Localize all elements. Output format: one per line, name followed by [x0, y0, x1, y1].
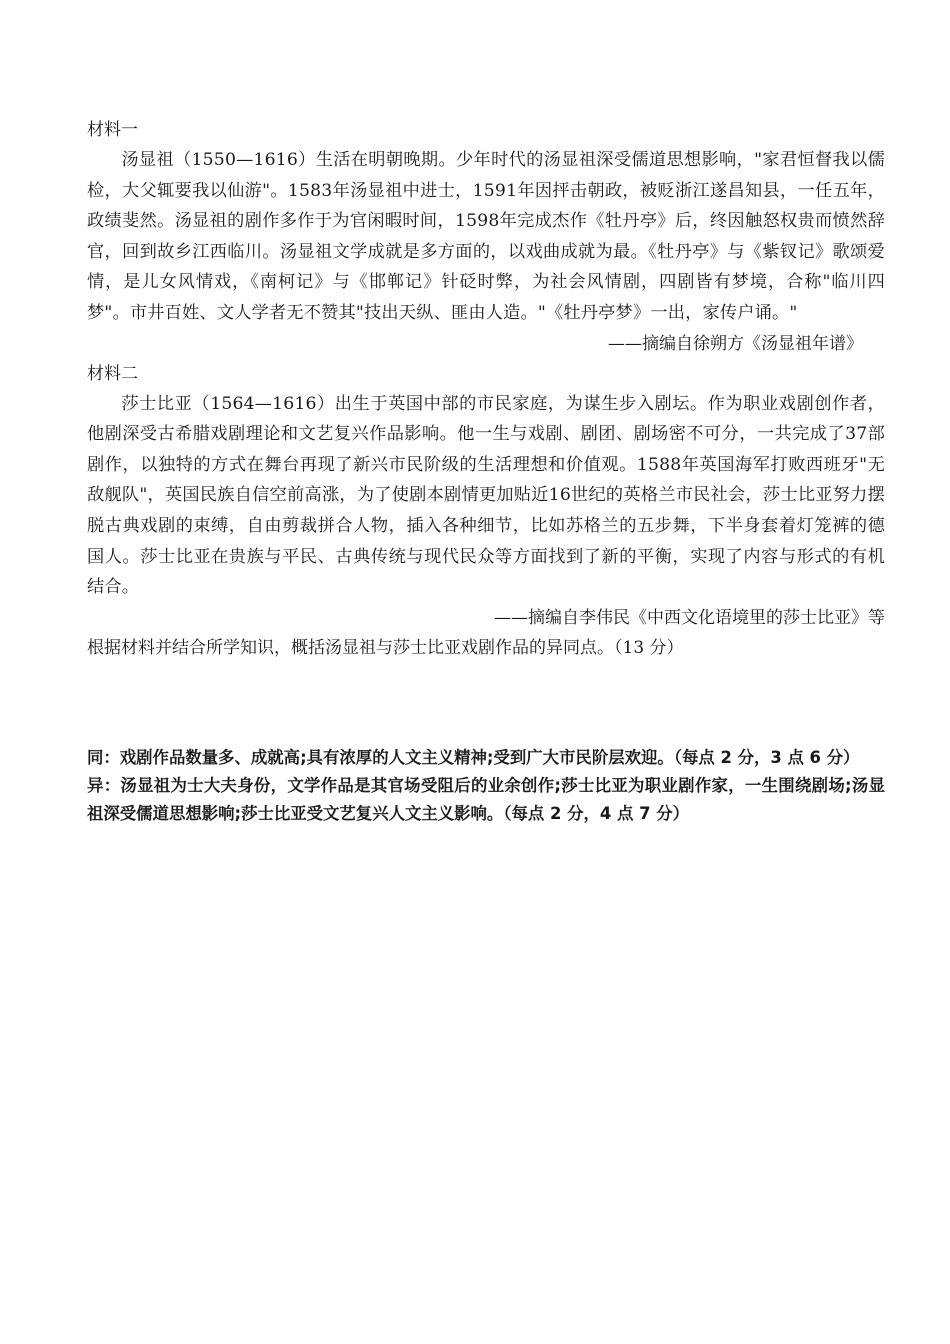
material-two-source: ——摘编自李伟民《中西文化语境里的莎士比亚》等	[494, 607, 885, 628]
question-section	[87, 115, 885, 663]
answer-section	[87, 744, 885, 828]
answer-similarities: 同：戏剧作品数量多、成就高;具有浓厚的人文主义精神;受到广大市民阶层欢迎。（每点 2 分，3 点 6 分）	[87, 748, 860, 767]
material-one-label: 材料一	[87, 120, 138, 140]
answer-differences: 异：汤显祖为士大夫身份，文学作品是其官场受阻后的业余创作;莎士比亚为职业剧作家，一生围绕剧场;汤显祖深受儒道思想影响;莎士比亚受文艺复兴人文主义影响。（每点 2 分，4 点 7 分）	[87, 776, 885, 823]
material-one-source: ——摘编自徐朔方《汤显祖年谱》	[608, 333, 863, 354]
question-prompt: 根据材料并结合所学知识，概括汤显祖与莎士比亚戏剧作品的异同点。（13 分）	[87, 637, 684, 658]
material-two-label: 材料二	[87, 363, 138, 384]
material-one-text: 汤显祖（1550—1616）生活在明朝晚期。少年时代的汤显祖深受儒道思想影响，"家君恒督我以儒检，大父辄要我以仙游"。1583年汤显祖中进士，1591年因抨击朝政，被贬浙江遂昌知县，一任五年，政绩斐然。汤显祖的剧作多作于为官闲暇时间，1598年完成杰作《牡丹亭》后，终因触怒权贵而愤然辞官，回到故乡江西临川。汤显祖文学成就是多方面的，以戏曲成就为最。《牡丹亭》与《紫钗记》歌颂爱情，是儿女风情戏，《南柯记》与《邯郸记》针砭时弊，为社会风情剧，四剧皆有梦境，合称"临川四梦"。市井百姓、文人学者无不赞其"技出天纵、匪由人造。"《牡丹亭梦》一出，家传户诵。"	[87, 150, 885, 323]
material-two-text: 莎士比亚（1564—1616）出生于英国中部的市民家庭，为谋生步入剧坛。作为职业戏剧创作者，他剧深受古希腊戏剧理论和文艺复兴作品影响。他一生与戏剧、剧团、剧场密不可分，一共完成了37部剧作，以独特的方式在舞台再现了新兴市民阶级的生活理想和价值观。1588年英国海军打败西班牙"无敌舰队"，英国民族自信空前高涨，为了使剧本剧情更加贴近16世纪的英格兰市民社会，莎士比亚努力摆脱古典戏剧的束缚，自由剪裁拼合人物，插入各种细节，比如苏格兰的五步舞，下半身套着灯笼裤的德国人。莎士比亚在贵族与平民、古典传统与现代民众等方面找到了新的平衡，实现了内容与形式的有机结合。	[87, 393, 885, 598]
